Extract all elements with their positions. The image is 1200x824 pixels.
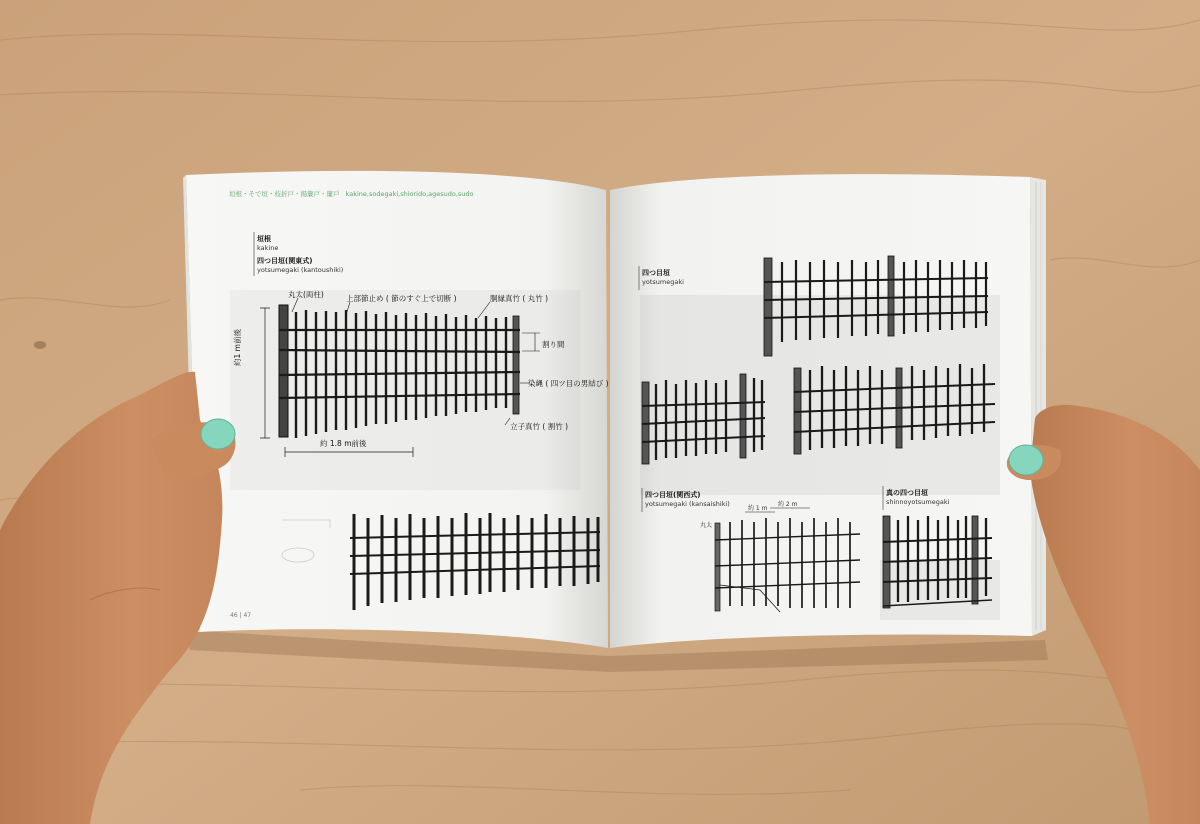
block2-title-jp: 四つ目垣(関西式) (645, 491, 701, 499)
section-title-romaji: kakine (257, 244, 279, 252)
header-romaji: kakine,sodegaki,shiorido,agesudo,sudo (345, 190, 474, 198)
annotation-someawa: 染縄 ( 四ツ目の男結び ) (528, 379, 609, 388)
section-title-jp: 垣根 (257, 235, 271, 243)
annotation-warifushi: 割り間 (542, 340, 565, 349)
subsection-title-jp: 四つ目垣(関東式) (257, 257, 313, 265)
header-japanese: 垣根・そで垣・枝折戸・揚簾戸・簾戸 (229, 190, 340, 198)
wood-knot (34, 341, 46, 349)
block3-title-romaji: shinnoyotsumegaki (886, 498, 950, 506)
block3-title-jp: 真の四つ目垣 (886, 489, 928, 497)
left-thumbnail (201, 419, 235, 449)
annotation-maruta: 丸太(両柱) (288, 290, 324, 299)
block2-title-romaji: yotsumegaki (kansaishiki) (645, 500, 730, 508)
block2-dim-b: 約 2 m (778, 501, 798, 508)
right-thumbnail (1009, 445, 1043, 475)
annotation-height: 約1 m前後 (233, 329, 242, 366)
left-running-header (229, 189, 474, 198)
block2-maruta: 丸太 (700, 522, 713, 529)
annotation-dobuchi: 胴縁真竹 ( 丸竹 ) (490, 294, 549, 303)
block1-title-romaji: yotsumegaki (642, 278, 684, 286)
block1-title-jp: 四つ目垣 (642, 269, 670, 277)
block2-dim-a: 約 1 m (748, 505, 768, 512)
annotation-width: 約 1.8 m前後 (320, 439, 367, 448)
annotation-joubu: 上部節止め ( 節のすぐ上で切断 ) (346, 294, 457, 303)
page-numbers: 46 | 47 (230, 612, 252, 619)
right-page-edge (1030, 177, 1046, 636)
subsection-title-romaji: yotsumegaki (kantoushiki) (257, 266, 344, 274)
annotation-tateko: 立子真竹 ( 割竹 ) (510, 422, 569, 431)
